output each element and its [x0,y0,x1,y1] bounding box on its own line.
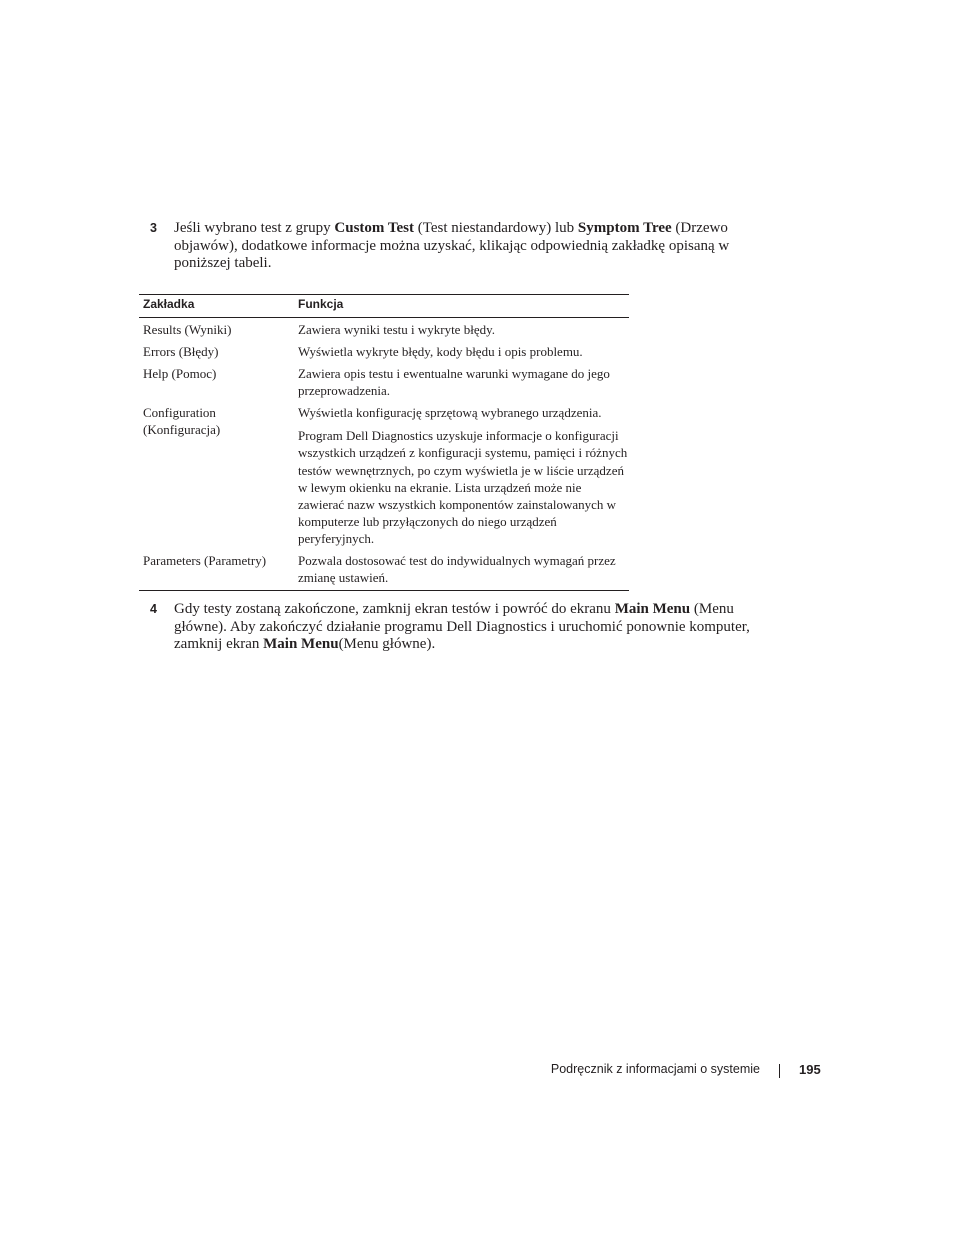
tab-function: Wyświetla konfigurację sprzętową wybranego urządzenia. Program Dell Diagnostics uzyskuje informacje o konfiguracji wszystkich urządzeń z konfiguracji systemu, pamięci i różnych testów wewnętrznych, po czym wyświetla je w liście urządzeń w lewym okienku na ekranie. Lista urządzeń może nie zawierać nazw wszystkich komponentów zainstalowanych w komputerze lub przyłączonych do niego urządzeń peryferyjnych. [298,405,628,547]
symptom-tree-label: Symptom Tree [577,220,672,236]
footer-title: Podręcznik z informacjami o systemie [550,1062,760,1076]
step-text: Gdy testy zostaną zakończone, zamknij ekran testów i powróć do ekranu Main Menu (Menu główne). Aby zakończyć działanie programu Dell Diagnostics i uruchomić ponownie komputer, zamknij ekran Main Menu(Menu główne). [174,601,750,652]
step-text: Jeśli wybrano test z grupy Custom Test (Test niestandardowy) lub Symptom Tree (Drzewo objawów), dodatkowe informacje można uzyskać, klikając odpowiednią zakładkę opisaną w poniższej tabeli. [174,220,730,271]
tabs-table [139,294,629,591]
footer-divider [779,1064,780,1078]
tab-function: Wyświetla wykryte błędy, kody błędu i opis problemu. [298,344,583,359]
page-number: 195 [799,1062,821,1077]
main-menu-label: Main Menu [263,636,339,652]
table-row [139,318,629,340]
tab-name: Errors (Błędy) [143,344,219,359]
step-number: 4 [150,602,157,616]
tab-name: Parameters (Parametry) [143,552,267,568]
tab-function: Zawiera opis testu i ewentualne warunki wymagane do jego przeprowadzenia. [298,366,610,399]
table-header [139,295,629,318]
step-number: 3 [150,221,157,235]
tab-function: Pozwala dostosować test do indywidualnych wymagań przez zmianę ustawień. [298,552,616,585]
tab-name: Configuration (Konfiguracja) [143,405,221,438]
custom-test-label: Custom Test [334,220,414,236]
table-row [139,548,629,590]
main-menu-label: Main Menu [614,601,691,617]
table-row [139,362,629,401]
table-row [139,340,629,362]
page-footer [0,1062,954,1082]
header-tab: Zakładka [143,297,195,311]
tab-name: Results (Wyniki) [143,322,232,337]
table-row [139,401,629,548]
tab-function: Zawiera wyniki testu i wykryte błędy. [298,322,495,337]
tab-name: Help (Pomoc) [143,366,217,381]
header-function: Funkcja [298,297,344,311]
